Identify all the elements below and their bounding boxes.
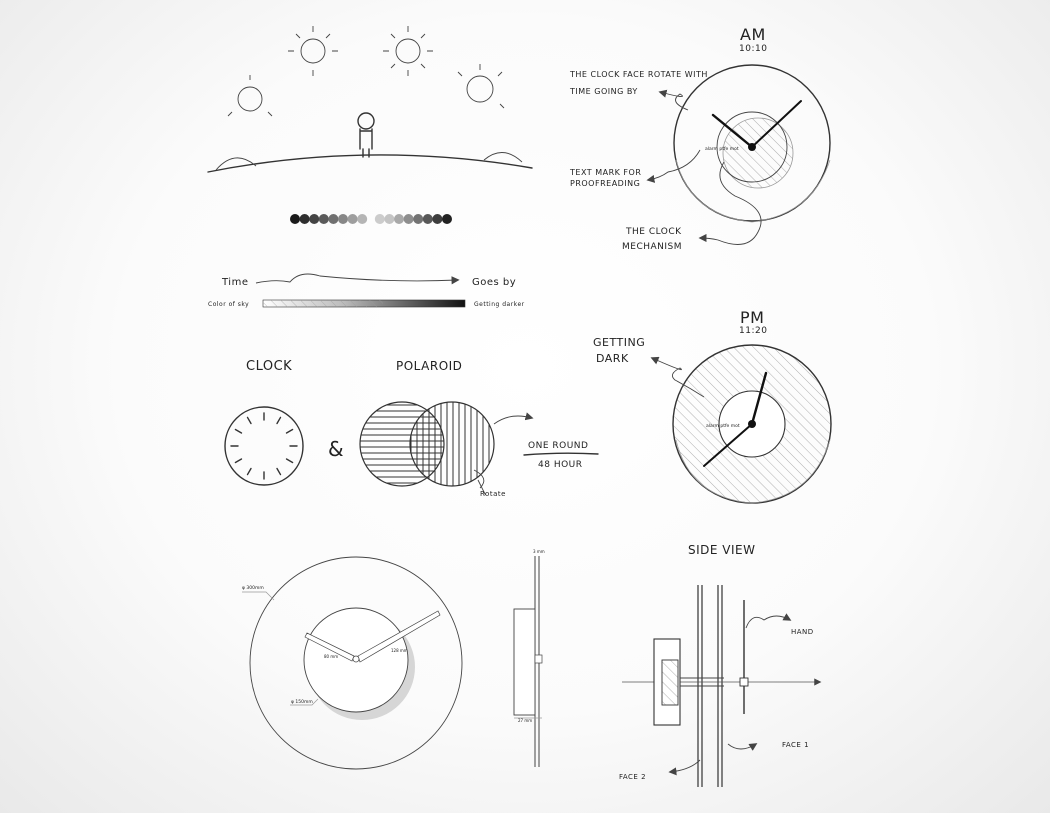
sky-swatch	[432, 214, 442, 224]
clock-tick	[235, 430, 241, 434]
pm-note-2: DARK	[596, 352, 629, 365]
hours-label: 48 HOUR	[538, 460, 583, 470]
side-view-title: SIDE VIEW	[688, 543, 756, 557]
outer-diameter-label: φ 300mm	[242, 586, 264, 591]
am-note-mechanism-1: THE CLOCK	[626, 227, 682, 237]
am-inner-face	[723, 118, 793, 188]
clock-label: CLOCK	[246, 359, 293, 374]
sun-icon-1	[228, 75, 272, 116]
sky-swatch	[413, 214, 423, 224]
am-note-textmark-1: TEXT MARK FOR	[570, 168, 642, 177]
side-view-sketch	[619, 543, 820, 787]
technical-side-profile	[514, 549, 545, 767]
sky-swatch	[328, 214, 338, 224]
inner-diameter-label: φ 150mm	[291, 700, 313, 705]
time-scale-sketch	[208, 274, 525, 308]
pm-note-1: GETTING	[593, 336, 646, 349]
ampersand: &	[328, 437, 345, 461]
sky-color-swatches	[290, 214, 452, 224]
goes-by-label: Goes by	[472, 277, 517, 288]
simple-clock-icon	[225, 407, 303, 485]
am-note-rotate-1: THE CLOCK FACE ROTATE WITH	[570, 70, 708, 79]
face2-label: FACE 2	[619, 773, 647, 781]
pm-clock-sketch	[593, 308, 831, 503]
sun-icon-4	[458, 64, 504, 108]
sun-path-sketch	[208, 26, 532, 172]
sky-swatch	[290, 214, 300, 224]
sky-swatch	[300, 214, 310, 224]
pm-title: PM	[740, 308, 765, 327]
person-icon	[358, 113, 374, 157]
face1-label: FACE 1	[782, 741, 810, 749]
sky-swatch	[357, 214, 367, 224]
sky-swatch	[442, 214, 452, 224]
polaroid-label: POLAROID	[396, 359, 463, 373]
sky-swatch	[319, 214, 329, 224]
clock-tick	[235, 459, 241, 463]
clock-tick	[287, 459, 293, 463]
technical-front-view	[242, 549, 545, 769]
clock-tick	[277, 469, 281, 475]
clock-tick	[287, 430, 293, 434]
sky-swatch	[394, 214, 404, 224]
sky-swatch	[338, 214, 348, 224]
sky-swatch	[384, 214, 394, 224]
sky-swatch	[375, 214, 385, 224]
one-round-label: ONE ROUND	[528, 441, 589, 451]
am-note-textmark-2: PROOFREADING	[570, 179, 641, 188]
polaroid-overlap-icon	[360, 402, 494, 486]
rotate-label: Rotate	[480, 490, 506, 498]
am-clock-sketch	[569, 25, 830, 252]
getting-darker-label: Getting darker	[474, 301, 525, 308]
time-label: Time	[222, 277, 249, 288]
am-title: AM	[740, 25, 766, 44]
clock-hour-ticks	[231, 413, 297, 479]
am-face-text: alarm ptfe mot	[705, 147, 739, 152]
thickness-label: 3 mm	[533, 549, 545, 554]
sky-swatch	[404, 214, 414, 224]
am-note-mechanism-2: MECHANISM	[622, 242, 683, 252]
pm-face-text: alarm ptfe mot	[706, 424, 740, 429]
sun-icon-3	[383, 26, 433, 76]
sky-swatch	[309, 214, 319, 224]
clock-tick	[277, 417, 281, 423]
hand-long-label: 128 mm	[391, 648, 408, 653]
hand-label: HAND	[791, 628, 814, 636]
sun-icon-2	[288, 26, 338, 76]
am-note-rotate-2: TIME GOING BY	[570, 87, 638, 96]
color-of-sky-label: Color of sky	[208, 301, 250, 308]
clock-tick	[248, 469, 252, 475]
clock-tick	[248, 417, 252, 423]
depth-label: 27 mm	[518, 718, 533, 723]
clock-polaroid-concept	[225, 359, 598, 498]
sky-swatch	[348, 214, 358, 224]
sky-swatch	[423, 214, 433, 224]
pm-time: 11:20	[739, 326, 768, 336]
am-time: 10:10	[739, 44, 768, 54]
hand-short-label: 80 mm	[324, 654, 339, 659]
